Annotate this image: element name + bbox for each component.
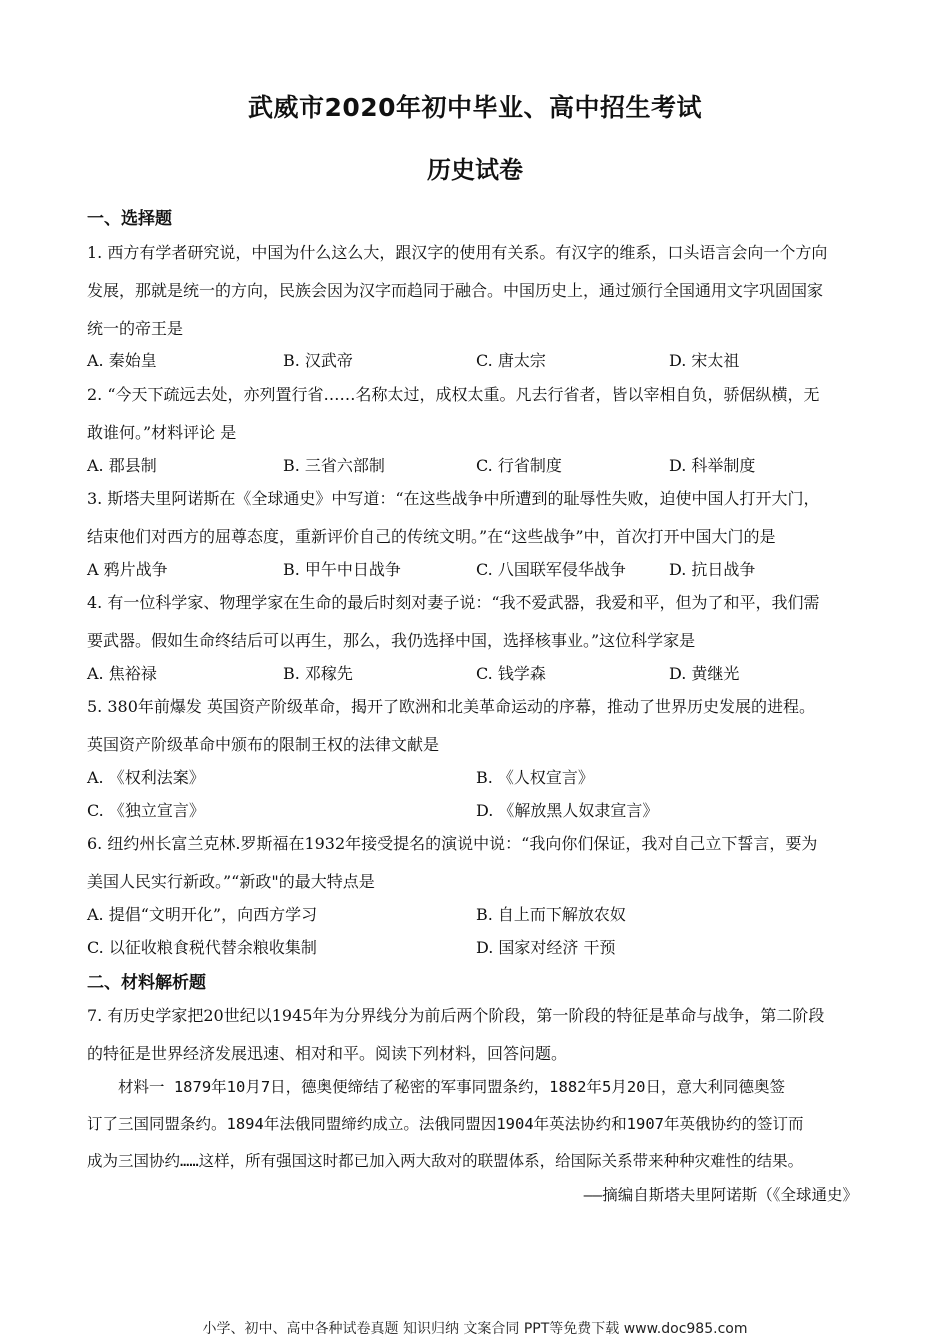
question-1-option-a: A. 秦始皇	[87, 351, 157, 370]
material-1-line-1: 材料一 1879年10月7日，德奥便缔结了秘密的军事同盟条约，1882年5月20日，意大利同德奥签	[118, 1078, 785, 1096]
question-1-line-2: 发展，那就是统一的方向，民族会因为汉字而趋同于融合。中国历史上，通过颁行全国通用文字巩固国家	[87, 281, 824, 300]
question-3-line-1: 3. 斯塔夫里阿诺斯在《全球通史》中写道：“在这些战争中所遭到的耻辱性失败，迫使中国人打开大门，	[87, 489, 820, 508]
question-7-line-1: 7. 有历史学家把20世纪以1945年为分界线分为前后两个阶段，第一阶段的特征是革命与战争，第二阶段	[87, 1006, 825, 1025]
question-5-option-c: C. 《独立宣言》	[87, 801, 205, 820]
question-3-option-a: A 鸦片战争	[87, 560, 168, 579]
question-2-option-c: C. 行省制度	[476, 456, 562, 475]
exam-subtitle: 历史试卷	[427, 156, 523, 184]
question-4-option-b: B. 邓稼先	[283, 664, 353, 683]
question-6-line-1: 6. 纽约州长富兰克林.罗斯福在1932年接受提名的演说中说：“我向你们保证，我对自己立下誓言，要为	[87, 834, 818, 853]
question-5-option-a: A. 《权利法案》	[87, 768, 205, 787]
question-1-option-b: B. 汉武帝	[283, 351, 353, 370]
question-1-line-3: 统一的帝王是	[87, 319, 184, 338]
question-4-option-a: A. 焦裕禄	[87, 664, 157, 683]
question-1-option-d: D. 宋太祖	[669, 351, 740, 370]
question-3-line-2: 结束他们对西方的屈尊态度，重新评价自己的传统文明。”在“这些战争”中，首次打开中国大门的是	[87, 527, 776, 546]
section-heading-choice: 一、选择题	[87, 209, 172, 229]
section-heading-material: 二、材料解析题	[87, 973, 206, 993]
question-2-option-b: B. 三省六部制	[283, 456, 385, 475]
question-3-option-c: C. 八国联军侵华战争	[476, 560, 626, 579]
question-6-option-d: D. 国家对经济 干预	[476, 938, 616, 957]
exam-title: 武威市2020年初中毕业、高中招生考试	[247, 93, 703, 122]
question-3-option-d: D. 抗日战争	[669, 560, 756, 579]
question-4-line-2: 要武器。假如生命终结后可以再生，那么，我仍选择中国，选择核事业。”这位科学家是	[87, 631, 696, 650]
question-6-line-2: 美国人民实行新政。”“新政"的最大特点是	[87, 872, 375, 891]
question-4-option-c: C. 钱学森	[476, 664, 546, 683]
material-1-source: ——摘编自斯塔夫里阿诺斯（《全球通史》	[583, 1186, 858, 1204]
material-1-line-2: 订了三国同盟条约。1894年法俄同盟缔约成立。法俄同盟因1904年英法协约和1907年英俄协约的签订而	[87, 1115, 804, 1133]
question-5-line-2: 英国资产阶级革命中颁布的限制王权的法律文献是	[87, 735, 440, 754]
question-4-line-1: 4. 有一位科学家、物理学家在生命的最后时刻对妻子说：“我不爱武器，我爱和平，但为了和平，我们需	[87, 593, 820, 612]
question-2-option-d: D. 科举制度	[669, 456, 756, 475]
question-4-option-d: D. 黄继光	[669, 664, 740, 683]
question-2-option-a: A. 郡县制	[87, 456, 157, 475]
question-6-option-a: A. 提倡“文明开化”，向西方学习	[87, 905, 318, 924]
footer-link-text: 小学、初中、高中各种试卷真题 知识归纳 文案合同 PPT等免费下载 www.doc985.com	[202, 1321, 748, 1337]
question-3-option-b: B. 甲午中日战争	[283, 560, 401, 579]
question-2-line-2: 敢谁何。”材料评论 是	[87, 423, 237, 442]
material-1-line-3: 成为三国协约……这样，所有强国这时都已加入两大敌对的联盟体系，给国际关系带来种种灾难性的结果。	[87, 1152, 804, 1170]
question-7-line-2: 的特征是世界经济发展迅速、相对和平。阅读下列材料，回答问题。	[87, 1044, 568, 1063]
question-1-option-c: C. 唐太宗	[476, 351, 546, 370]
question-5-line-1: 5. 380年前爆发 英国资产阶级革命，揭开了欧洲和北美革命运动的序幕，推动了世界历史发展的进程。	[87, 697, 815, 716]
question-5-option-b: B. 《人权宣言》	[476, 768, 594, 787]
question-2-line-1: 2. “今天下疏远去处，亦列置行省……名称太过，成权太重。凡去行省者，皆以宰相自负，骄倨纵横，无	[87, 385, 820, 404]
question-5-option-d: D. 《解放黑人奴隶宣言》	[476, 801, 659, 820]
question-6-option-b: B. 自上而下解放农奴	[476, 905, 626, 924]
question-6-option-c: C. 以征收粮食税代替余粮收集制	[87, 938, 317, 957]
question-1-line-1: 1. 西方有学者研究说，中国为什么这么大，跟汉字的使用有关系。有汉字的维系，口头语言会向一个方向	[87, 243, 828, 262]
